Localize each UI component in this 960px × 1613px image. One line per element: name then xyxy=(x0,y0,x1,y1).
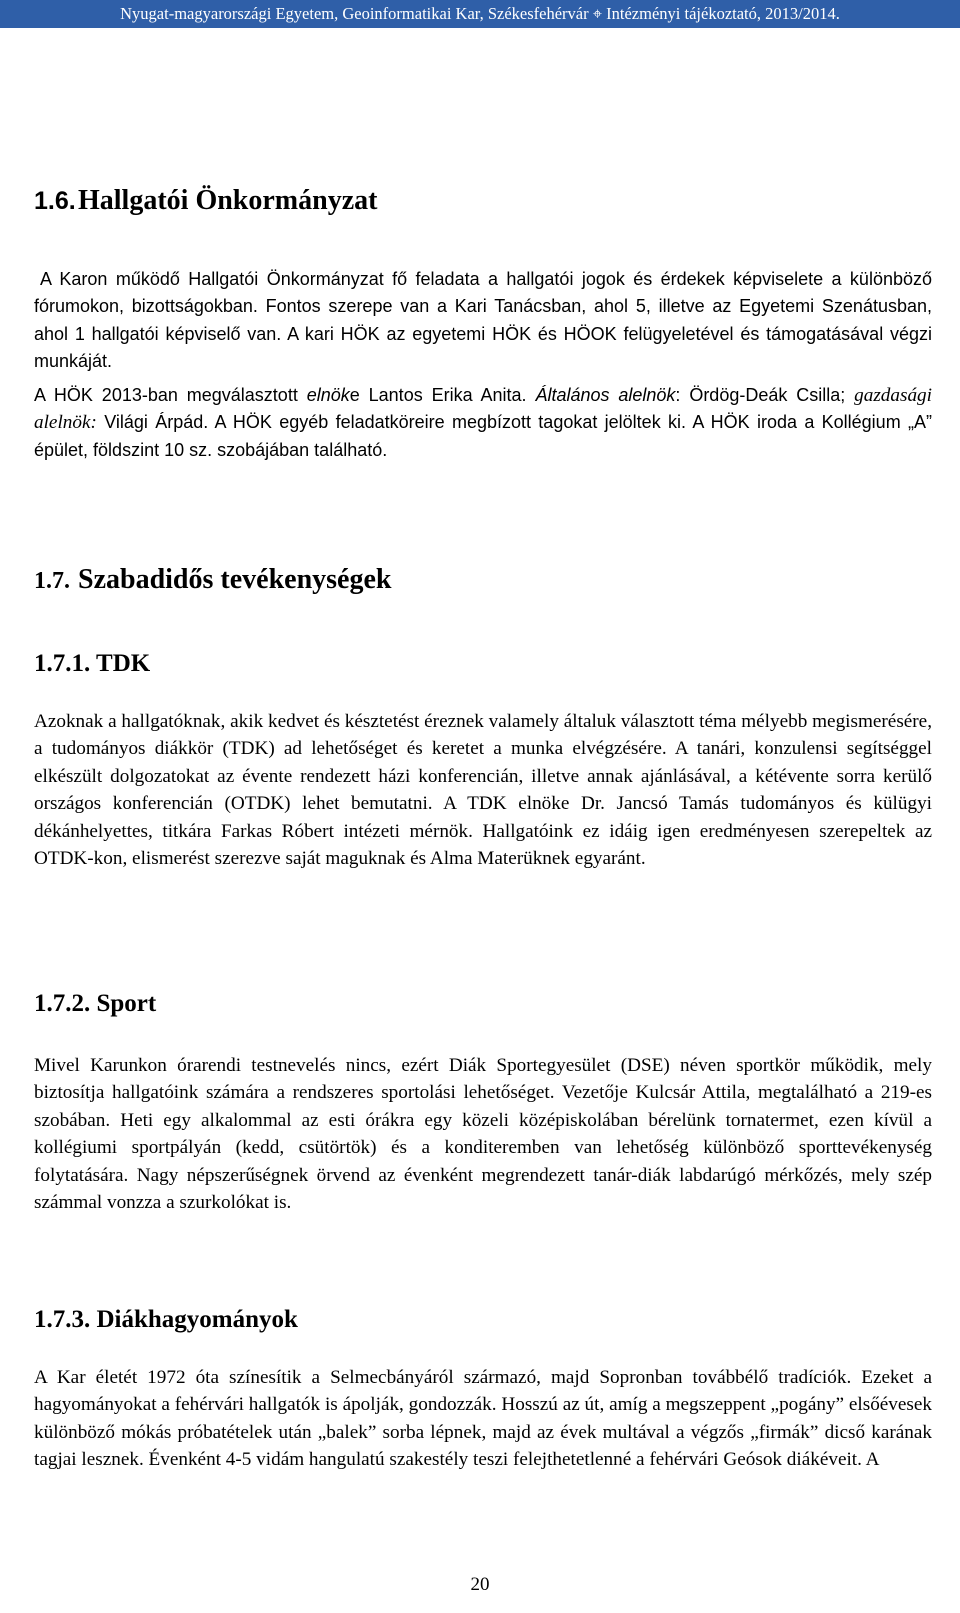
hok-paragraph-1: A Karon működő Hallgatói Önkormányzat fő feladata a hallgatói jogok és érdekek képviselete a különböző fórumokon, bizottságokban. Fontos szerepe van a Kari Tanácsban, ahol 5, illetve az Egyetemi Szenátusban, ahol 1 hallgatói képviselő van. A kari HÖK az egyetemi HÖK és HÖOK felügyeletével és támogatásával végzi munkáját. xyxy=(34,269,932,372)
hok-p2-em-vice-economic: gazdasági alelnök: xyxy=(34,385,932,434)
sport-paragraph: Mivel Karunkon órarendi testnevelés nincs, ezért Diák Sportegyesület (DSE) néven sportkör működik, mely biztosítja hallgatóink számára a rendszeres sportolási lehetőséget. Vezetője Kulcsár Attila, megtalálható a 219-es szobában. Heti egy alkalommal az esti órákra egy közeli középiskolában bérelünk tornatermet, ezen kívül a kollégiumi sportpályán (kedd, csütörtök) és a konditeremben van lehetőség különböző sporttevékenység folytatására. Nagy népszerűségnek örvend az évenként megrendezett tanár-diák labdarúgó mérkőzés, mely szép számmal vonzza a szurkolókat is. xyxy=(34,1055,932,1214)
section-heading-1-7 xyxy=(34,564,391,596)
tdk-paragraph: Azoknak a hallgatóknak, akik kedvet és késztetést éreznek valamely általuk választott téma mélyebb megismerésére, a tudományos diákkör (TDK) ad lehetőséget és keretet a munka elvégzésére. A tanári, konzulensi segítséggel elkészült dolgozatokat az évente rendezett házi konferencián, illetve annak ajánlásával, a kétévente sorra kerülő országos konferencián (OTDK) lehet bemutatni. A TDK elnöke Dr. Jancsó Tamás tudományos és külügyi dékánhelyettes, titkára Farkas Róbert intézeti mérnök. Hallgatóink ez idáig igen eredményesen szerepeltek az OTDK-kon, elismerést szerezve saját maguknak és Alma Materüknek egyaránt. xyxy=(34,711,932,870)
hok-paragraph-2 xyxy=(34,382,932,464)
hok-p2-em-president: elnök xyxy=(306,385,350,405)
section-number: 1.6. xyxy=(34,187,76,215)
subsection-heading-tdk: 1.7.1. TDK xyxy=(34,650,151,677)
subsection-heading-sport: 1.7.2. Sport xyxy=(34,990,157,1017)
hok-p2-em-vice-general: Általános alelnök xyxy=(535,385,676,405)
hok-p2-text-c: : Ördög-Deák Csilla; xyxy=(675,385,855,405)
running-header xyxy=(0,0,960,28)
subsection-heading-traditions: 1.7.3. Diákhagyományok xyxy=(34,1306,298,1333)
hok-p2-text-b: e Lantos Erika Anita. xyxy=(349,385,536,405)
traditions-paragraph: A Kar életét 1972 óta színesítik a Selmecbányáról származó, majd Sopronban továbbélő tradíciók. Ezeket a hagyományokat a fehérvári hallgatók is ápolják, gondozzák. Hosszú az út, amíg a megszeppent „pogány” elsőévesek különböző mókás próbatételek után „balek” sorba lépnek, majd az évek multával a végzős „firmák” dicső karának tagjai lesznek. Évenként 4-5 vidám hangulatú szakestély teszi felejthetetlenné a fehérvári Geósok diákéveit. A xyxy=(34,1367,932,1471)
hok-p2-text-d: Világi Árpád. A HÖK egyéb feladatköreire megbízott tagokat jelöltek ki. A HÖK iroda a Kollégium „A” épület, földszint 10 sz. szobájában található. xyxy=(34,412,932,460)
hok-p2-text-a: A HÖK 2013-ban megválasztott xyxy=(34,385,307,405)
section-title: Hallgatói Önkormányzat xyxy=(78,185,378,216)
section-heading-1-6 xyxy=(34,180,377,217)
section-title: Szabadidős tevékenységek xyxy=(78,564,392,595)
running-header-text: Nyugat-magyarországi Egyetem, Geoinformatikai Kar, Székesfehérvár ⌖ Intézményi tájékoztató, 2013/2014. xyxy=(120,4,840,23)
section-number: 1.7. xyxy=(34,568,70,594)
page-number: 20 xyxy=(470,1574,490,1595)
